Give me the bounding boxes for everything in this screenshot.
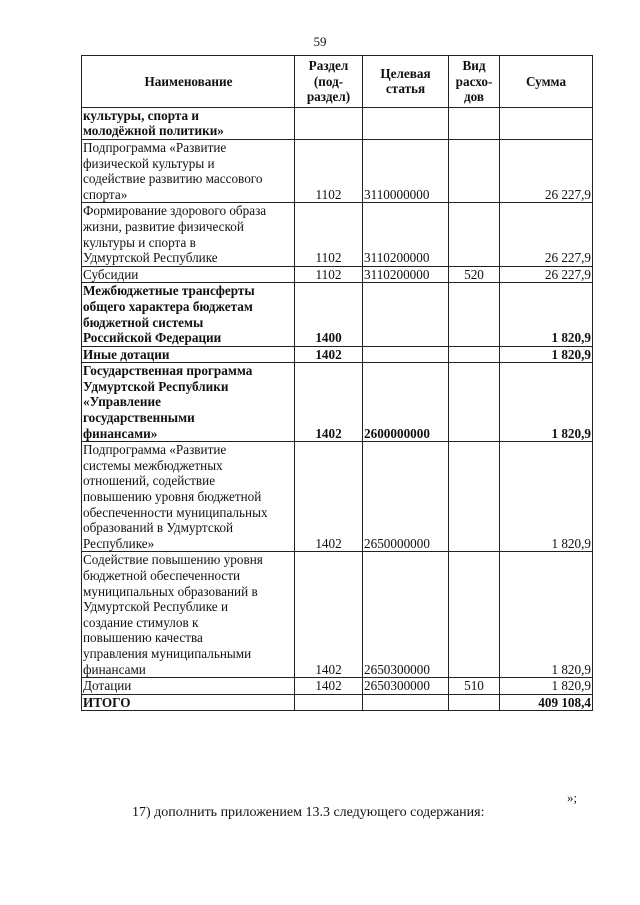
cell-expense — [449, 283, 500, 346]
table-body — [82, 107, 593, 711]
name-line: системы межбюджетных — [83, 457, 223, 473]
budget-table — [81, 55, 593, 711]
cell-name — [82, 694, 295, 711]
page-number: 59 — [313, 34, 327, 49]
table-row — [82, 266, 593, 283]
cell-section — [295, 107, 363, 139]
name-line: Удмуртской Республике — [83, 250, 218, 266]
name-line: финансами — [83, 661, 146, 677]
name-line: финансами» — [83, 425, 158, 441]
cell-sum: 409 108,4 — [500, 694, 593, 711]
header-line: расхо- — [455, 73, 493, 89]
name-line: Содействие повышению уровня — [83, 552, 263, 568]
instruction-text: 17) дополнить приложением 13.3 следующего содержания: — [132, 805, 485, 820]
cell-name — [82, 266, 295, 283]
cell-sum — [500, 107, 593, 139]
cell-sum: 26 227,9 — [500, 203, 593, 266]
table-header-row — [82, 56, 593, 108]
name-line: Государственная программа — [83, 363, 253, 379]
name-line: Подпрограмма «Развитие — [83, 139, 227, 155]
name-line: общего характера бюджетам — [83, 298, 253, 314]
cell-section: 1402 — [295, 442, 363, 552]
cell-section: 1402 — [295, 552, 363, 678]
name-line: содействие развитию массового — [83, 171, 263, 187]
name-line: физической культуры и — [83, 155, 215, 171]
name-line: Удмуртской Республике и — [83, 599, 228, 615]
header-line: Раздел — [308, 58, 349, 73]
cell-expense: 510 — [449, 678, 500, 695]
cell-section: 1102 — [295, 266, 363, 283]
cell-section: 1102 — [295, 139, 363, 202]
cell-section: 1102 — [295, 203, 363, 266]
cell-target: 2600000000 — [363, 363, 449, 442]
header-line: (под- — [313, 73, 344, 89]
cell-name — [82, 107, 295, 139]
cell-target — [363, 694, 449, 711]
name-line: повышению качества — [83, 630, 203, 646]
cell-sum: 26 227,9 — [500, 139, 593, 202]
table-row — [82, 678, 593, 695]
cell-expense — [449, 363, 500, 442]
cell-sum: 1 820,9 — [500, 442, 593, 552]
cell-target — [363, 346, 449, 363]
cell-expense — [449, 139, 500, 202]
cell-target: 3110200000 — [363, 203, 449, 266]
table-row — [82, 283, 593, 346]
cell-sum: 1 820,9 — [500, 678, 593, 695]
header-line: дов — [463, 89, 485, 105]
cell-section: 1402 — [295, 678, 363, 695]
name-line: управления муниципальными — [83, 645, 252, 661]
cell-expense — [449, 346, 500, 363]
header-sum: Сумма — [500, 56, 593, 108]
cell-name — [82, 552, 295, 678]
table-row — [82, 203, 593, 266]
name-line: ИТОГО — [83, 694, 131, 710]
cell-target: 2650300000 — [363, 552, 449, 678]
cell-expense — [449, 203, 500, 266]
cell-sum: 1 820,9 — [500, 363, 593, 442]
name-line: «Управление — [83, 394, 161, 410]
name-line: Удмуртской Республики — [83, 378, 229, 394]
name-line: Формирование здорового образа — [83, 203, 267, 219]
name-line: образований в Удмуртской — [83, 520, 234, 536]
name-line: Иные дотации — [83, 346, 170, 362]
cell-section: 1402 — [295, 363, 363, 442]
name-line: создание стимулов к — [83, 614, 199, 630]
name-line: молодёжной политики» — [83, 123, 224, 139]
cell-target: 2650000000 — [363, 442, 449, 552]
table-row — [82, 139, 593, 202]
name-line: спорта» — [83, 186, 128, 202]
cell-section: 1400 — [295, 283, 363, 346]
name-line: повышению уровня бюджетной — [83, 489, 262, 505]
header-expense — [449, 56, 500, 108]
name-line: культуры, спорта и — [83, 107, 200, 123]
cell-expense — [449, 442, 500, 552]
cell-expense — [449, 694, 500, 711]
name-line: отношений, содействие — [83, 473, 216, 489]
table-row — [82, 107, 593, 139]
cell-sum: 1 820,9 — [500, 346, 593, 363]
name-line: бюджетной обеспеченности — [83, 568, 241, 583]
name-line: жизни, развитие физической — [83, 218, 244, 234]
cell-sum: 1 820,9 — [500, 283, 593, 346]
cell-name — [82, 203, 295, 266]
cell-name — [82, 363, 295, 442]
name-line: Республике» — [83, 535, 155, 551]
cell-target: 2650300000 — [363, 678, 449, 695]
name-line: бюджетной системы — [83, 314, 204, 330]
cell-target — [363, 107, 449, 139]
header-line: раздел) — [306, 89, 351, 105]
name-line: обеспеченности муниципальных — [83, 504, 268, 520]
name-line: муниципальных образований в — [83, 583, 258, 599]
header-line: Вид — [462, 58, 486, 73]
cell-sum: 1 820,9 — [500, 552, 593, 678]
cell-name — [82, 139, 295, 202]
name-line: Дотации — [83, 678, 132, 694]
header-target — [363, 56, 449, 108]
cell-sum: 26 227,9 — [500, 266, 593, 283]
table-row — [82, 442, 593, 552]
cell-expense — [449, 552, 500, 678]
table-row — [82, 694, 593, 711]
cell-name — [82, 283, 295, 346]
cell-name — [82, 442, 295, 552]
name-line: государственными — [83, 410, 195, 426]
name-line: Субсидии — [83, 266, 139, 282]
header-name: Наименование — [82, 56, 295, 108]
name-line: Подпрограмма «Развитие — [83, 442, 227, 458]
cell-target: 3110200000 — [363, 266, 449, 283]
cell-target — [363, 283, 449, 346]
name-line: Межбюджетные трансферты — [83, 283, 255, 299]
cell-name — [82, 678, 295, 695]
cell-name — [82, 346, 295, 363]
closing-quote: »; — [567, 790, 578, 805]
name-line: Российской Федерации — [83, 330, 222, 346]
cell-expense — [449, 107, 500, 139]
header-line: статья — [385, 81, 426, 97]
cell-expense: 520 — [449, 266, 500, 283]
header-line: Целевая — [380, 65, 431, 81]
name-line: культуры и спорта в — [83, 234, 196, 250]
cell-section — [295, 694, 363, 711]
table-row — [82, 346, 593, 363]
header-section — [295, 56, 363, 108]
table-row — [82, 363, 593, 442]
cell-section: 1402 — [295, 346, 363, 363]
table-row — [82, 552, 593, 678]
cell-target: 3110000000 — [363, 139, 449, 202]
